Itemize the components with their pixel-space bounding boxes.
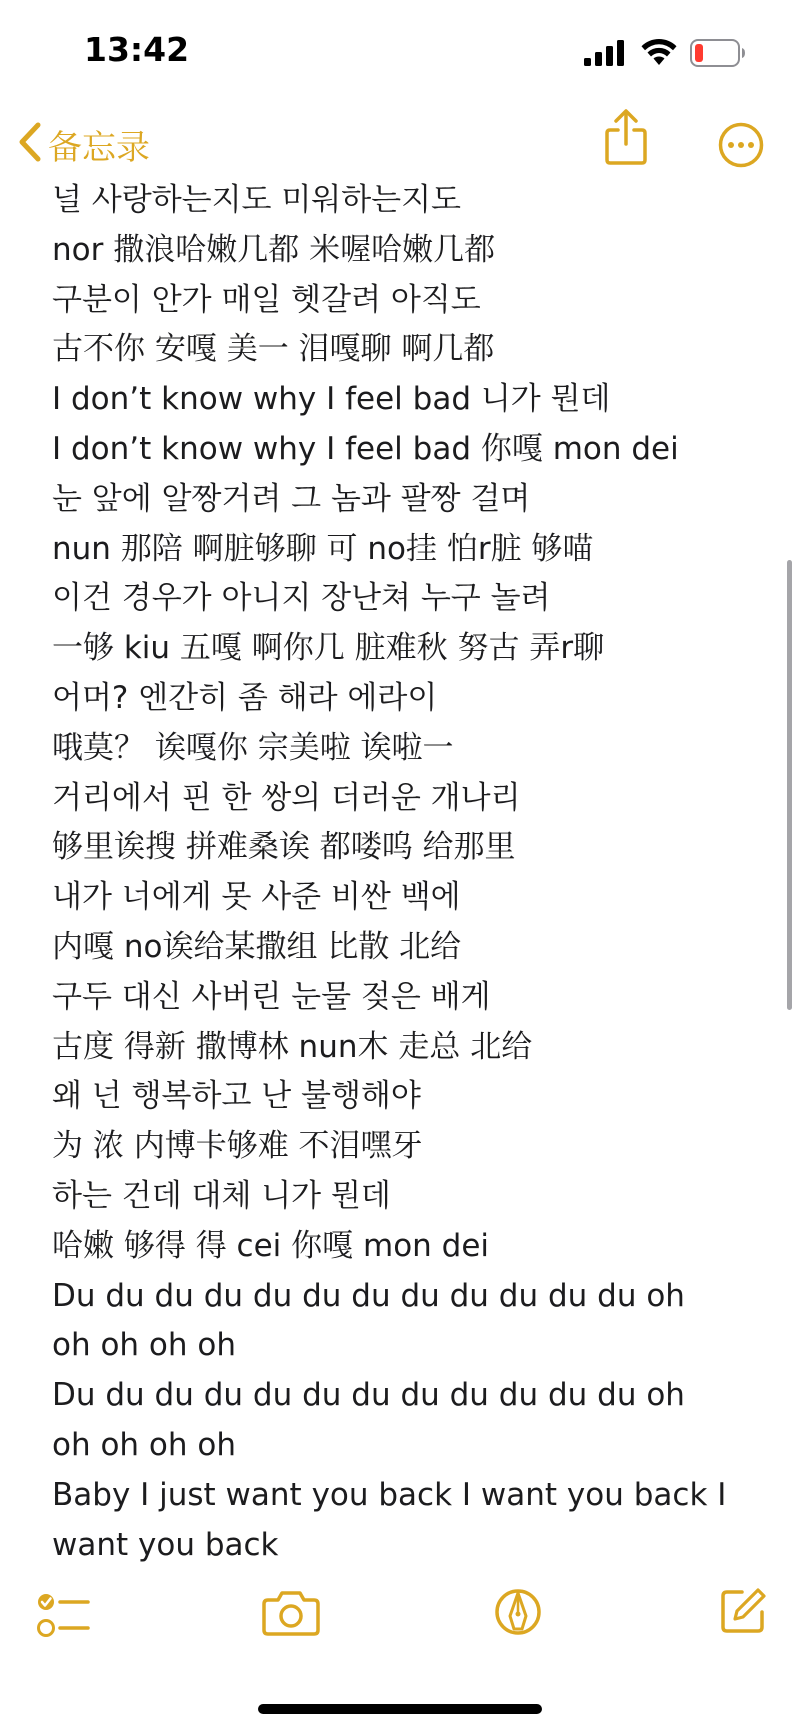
more-button[interactable] xyxy=(718,122,764,172)
back-button[interactable] xyxy=(18,116,150,172)
ellipsis-circle-icon xyxy=(718,153,764,172)
note-line: 눈 앞에 알짱거려 그 놈과 팔짱 걸며 xyxy=(52,480,531,517)
home-indicator[interactable] xyxy=(258,1704,542,1714)
note-line: 哈嫩 够得 得 cei 你嘎 mon dei xyxy=(52,1227,490,1264)
checklist-button[interactable] xyxy=(36,1590,90,1644)
note-line: Du du du du du du du du du du du du oh xyxy=(52,1377,685,1414)
note-body[interactable] xyxy=(52,176,752,1570)
note-line: 为 浓 内博卡够难 不泪嘿牙 xyxy=(52,1128,423,1165)
checklist-icon xyxy=(36,1625,90,1644)
note-line: 哦莫？ 诶嘎你 宗美啦 诶啦一 xyxy=(52,729,454,766)
note-line: oh oh oh oh xyxy=(52,1327,237,1364)
cellular-signal-icon xyxy=(584,40,626,70)
battery-low-icon xyxy=(690,39,746,71)
note-line: 왜 넌 행복하고 난 불행해야 xyxy=(52,1078,421,1115)
note-line: 내가 너에게 못 사준 비싼 백에 xyxy=(52,879,461,916)
note-line: 이건 경우가 아니지 장난쳐 누구 놀려 xyxy=(52,580,551,617)
note-line: 够里诶搜 拼难桑诶 都喽呜 给那里 xyxy=(52,829,516,866)
share-button[interactable] xyxy=(604,108,648,170)
status-bar xyxy=(0,0,800,100)
note-line: 구두 대신 사버린 눈물 젖은 배게 xyxy=(52,978,491,1015)
note-line: Baby I just want you back I want you back I xyxy=(52,1476,727,1513)
note-line: 古度 得新 撒博林 nun木 走总 北给 xyxy=(52,1028,533,1065)
nav-bar xyxy=(0,108,800,180)
compose-button[interactable] xyxy=(718,1586,768,1640)
markup-button[interactable] xyxy=(494,1586,542,1642)
note-line: 거리에서 핀 한 쌍의 더러운 개나리 xyxy=(52,779,521,816)
compose-icon xyxy=(718,1621,768,1640)
pen-tip-icon xyxy=(494,1623,542,1642)
note-line: nun 那陪 啊脏够聊 可 no挂 怕r脏 够喵 xyxy=(52,530,594,567)
note-line: 구분이 안가 매일 헷갈려 아직도 xyxy=(52,281,481,318)
note-line: 古不你 安嘎 美一 泪嘎聊 啊几都 xyxy=(52,331,495,368)
note-line: oh oh oh oh xyxy=(52,1426,237,1463)
note-line: 内嘎 no诶给某撒组 比散 北给 xyxy=(52,928,462,965)
share-icon xyxy=(604,151,648,170)
scrollbar[interactable] xyxy=(787,560,792,1010)
note-line: 널 사랑하는지도 미워하는지도 xyxy=(52,182,462,218)
status-time: 13:42 xyxy=(84,30,190,69)
note-line: Du du du du du du du du du du du du oh xyxy=(52,1277,685,1314)
camera-button[interactable] xyxy=(262,1588,320,1640)
wifi-icon xyxy=(641,38,677,70)
note-line: 하는 건데 대체 니가 뭔데 xyxy=(52,1177,391,1214)
camera-icon xyxy=(262,1621,320,1640)
note-line: I don’t know why I feel bad 니가 뭔데 xyxy=(52,381,611,418)
note-line: 一够 kiu 五嘎 啊你几 脏难秋 努古 弄r聊 xyxy=(52,630,605,667)
chevron-left-icon xyxy=(18,122,42,166)
note-line: want you back xyxy=(52,1526,279,1563)
back-label: 备忘录 xyxy=(48,127,150,168)
note-line: I don’t know why I feel bad 你嘎 mon dei xyxy=(52,430,679,467)
note-line: 어머? 엔간히 좀 해라 에라이 xyxy=(52,679,438,716)
note-line: nor 撒浪哈嫩几都 米喔哈嫩几都 xyxy=(52,231,496,268)
